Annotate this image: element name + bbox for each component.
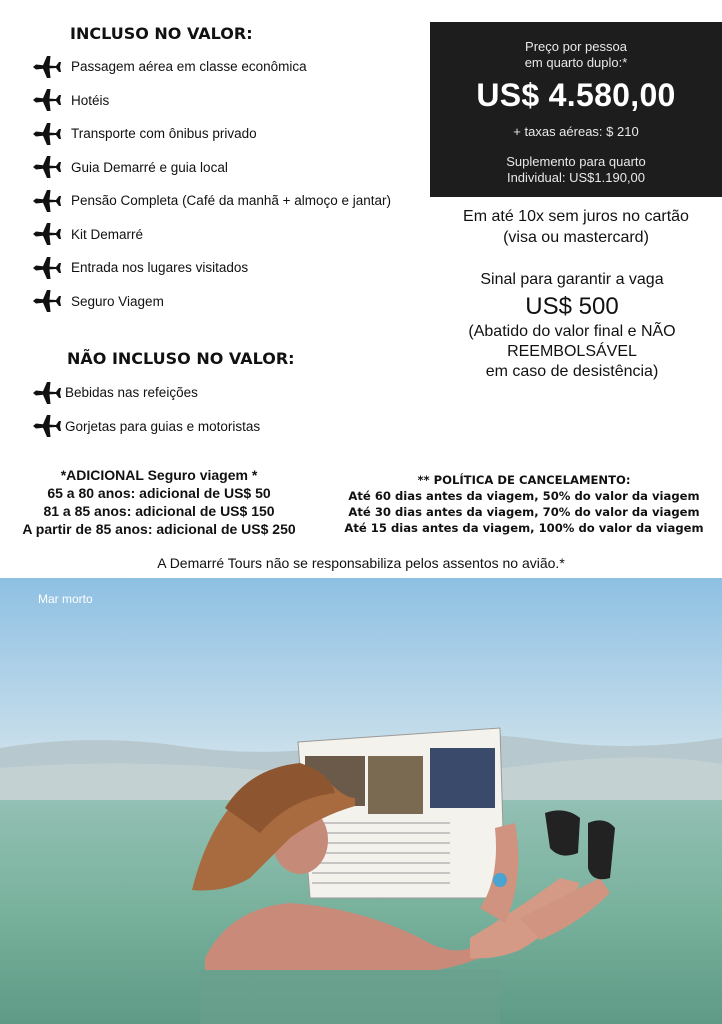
cancellation-line-3: Até 15 dias antes da viagem, 100% do valor da viagem [344,521,704,535]
list-item-label: Kit Demarré [71,226,144,242]
included-list [32,50,391,318]
list-item [32,376,260,410]
deposit-info [422,270,722,382]
not-included-title: NÃO INCLUSO NO VALOR: [67,349,295,368]
payment-line-1: Em até 10x sem juros no cartão [463,208,689,225]
price-taxes: + taxas aéreas: $ 210 [513,124,639,139]
list-item [32,151,391,185]
list-item [32,285,391,319]
photo-caption: Mar morto [38,592,93,606]
price-box [430,22,722,197]
payment-info [430,206,722,248]
airplane-icon [32,414,62,438]
insurance-line-2: 81 a 85 anos: adicional de US$ 150 [43,503,275,519]
supplement-label-2: Individual: US$1.190,00 [506,170,646,185]
insurance-info [0,466,318,538]
deposit-amount: US$ 500 [525,293,619,320]
included-title: INCLUSO NO VALOR: [70,24,253,43]
list-item [32,50,391,84]
cancellation-policy [330,472,718,536]
list-item-label: Pensão Completa (Café da manhã + almoço e jantar) [71,193,392,209]
list-item-label: Passagem aérea em classe econômica [71,59,307,75]
deposit-line-4: em caso de desistência) [485,363,659,380]
list-item-label: Gorjetas para guias e motoristas [65,418,261,434]
insurance-line-1: 65 a 80 anos: adicional de US$ 50 [47,485,271,501]
not-included-list [32,376,260,443]
airplane-icon [32,222,62,246]
supplement-label-1: Suplemento para quarto [506,154,646,169]
deposit-line-1: Sinal para garantir a vaga [480,271,664,288]
airplane-icon [32,88,62,112]
airplane-icon [32,189,62,213]
list-item-label: Guia Demarré e guia local [71,159,228,175]
photo-illustration [0,578,722,1024]
list-item [32,184,391,218]
list-item [32,218,391,252]
deposit-line-2: (Abatido do valor final e NÃO [468,323,676,340]
dead-sea-photo [0,578,722,1024]
airplane-icon [32,381,62,405]
cancellation-title: ** POLÍTICA DE CANCELAMENTO: [417,473,631,487]
list-item [32,251,391,285]
insurance-line-3: A partir de 85 anos: adicional de US$ 250 [22,521,296,537]
price-label-2: em quarto duplo:* [524,55,628,70]
list-item-label: Entrada nos lugares visitados [71,260,249,276]
price-label-1: Preço por pessoa [525,39,627,54]
airplane-icon [32,289,62,313]
list-item-label: Bebidas nas refeições [65,385,198,401]
payment-line-2: (visa ou mastercard) [503,229,649,246]
list-item-label: Hotéis [71,92,110,108]
list-item [32,410,260,444]
airplane-icon [32,155,62,179]
cancellation-line-1: Até 60 dias antes da viagem, 50% do valor da viagem [348,489,700,503]
list-item [32,117,391,151]
airplane-icon [32,55,62,79]
disclaimer: A Demarré Tours não se responsabiliza pelos assentos no avião.* [157,555,565,571]
list-item-label: Transporte com ônibus privado [71,126,257,142]
list-item [32,84,391,118]
airplane-icon [32,122,62,146]
list-item-label: Seguro Viagem [71,293,164,309]
deposit-line-3: REEMBOLSÁVEL [507,343,637,360]
insurance-title: *ADICIONAL Seguro viagem * [60,467,258,483]
price-amount: US$ 4.580,00 [476,77,676,113]
cancellation-line-2: Até 30 dias antes da viagem, 70% do valor da viagem [348,505,700,519]
airplane-icon [32,256,62,280]
